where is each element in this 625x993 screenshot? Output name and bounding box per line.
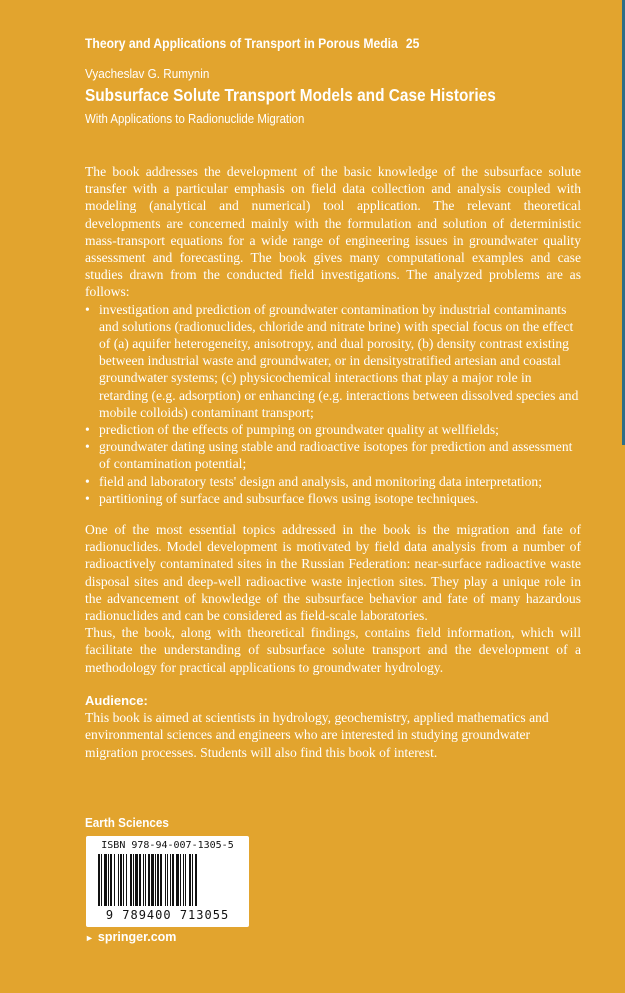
barcode-bar [110, 854, 112, 906]
barcode-bar [189, 854, 191, 906]
barcode-bar [180, 854, 181, 906]
barcode-bar [151, 854, 154, 906]
barcode-bar [98, 854, 100, 906]
series-name: Theory and Applications of Transport in Porous Media [85, 36, 398, 51]
isbn-text: ISBN 978-94-007-1305-5 [101, 840, 234, 851]
series-title [85, 36, 419, 51]
barcode-bar [195, 854, 197, 906]
barcode-bar [157, 854, 159, 906]
barcode-bar [135, 854, 138, 906]
barcode-bar [148, 854, 150, 906]
publisher-link[interactable] [85, 930, 176, 944]
barcode-bar [165, 854, 166, 906]
conclusion-paragraph: Thus, the book, along with theoretical findings, contains field information, which will facilitate the understanding of subsurface solute transport and the development of a methodology for practical applications to groundwater hydrology. [85, 625, 581, 675]
barcode-bar [183, 854, 184, 906]
barcode-bar [160, 854, 162, 906]
ean-digits: 9 789400 713055 [105, 908, 230, 922]
barcode-bar [167, 854, 168, 906]
barcode-bar [123, 854, 124, 906]
barcode-bar [120, 854, 122, 906]
list-item: • groundwater dating using stable and radioactive isotopes for prediction and assessment of contamination potential; [85, 438, 581, 472]
list-item: • field and laboratory tests' design and analysis, and monitoring data interpretation; [85, 473, 581, 490]
list-item: • prediction of the effects of pumping on groundwater quality at wellfields; [85, 421, 581, 438]
list-item: • partitioning of surface and subsurface flows using isotope techniques. [85, 490, 581, 507]
barcode-box [86, 836, 249, 927]
description [85, 163, 581, 761]
audience-heading: Audience: [85, 692, 148, 708]
book-title: Subsurface Solute Transport Models and Case Histories [85, 85, 496, 105]
barcode-bar [104, 854, 107, 906]
barcode-bar [130, 854, 132, 906]
barcode-bar [176, 854, 179, 906]
barcode-bar [185, 854, 186, 906]
barcode-bar [133, 854, 134, 906]
barcode-bar [108, 854, 109, 906]
barcode-bar [145, 854, 146, 906]
barcode-bar [192, 854, 193, 906]
subject-category: Earth Sciences [85, 815, 169, 830]
audience-text: This book is aimed at scientists in hydrology, geochemistry, applied mathematics and environmental sciences and engineers who are interested in studying groundwater migration processes. Students will also find this book of interest. [85, 710, 549, 760]
barcode-bar [139, 854, 141, 906]
barcode-bar [114, 854, 115, 906]
barcode-bar [172, 854, 174, 906]
barcode-bar [126, 854, 127, 906]
series-number: 25 [405, 36, 420, 51]
publisher-url: springer.com [97, 930, 177, 944]
list-item: • investigation and prediction of groundwater contamination by industrial contaminants and solutions (radionuclides, chloride and nitrate brine) with special focus on the effect of (a) aquifer heterogeneity, anisotropy, and dual porosity, (b) density contrast existing between industrial waste and groundwater, or in densitystratified artesian and coastal groundwater systems; (c) physicochemical interactions that play a major role in retarding (e.g. adsorption) or enhancing (e.g. interactions between dissolved species and mobile colloids) contaminant transport; [85, 301, 581, 421]
barcode-bar [143, 854, 144, 906]
intro-paragraph: The book addresses the development of the basic knowledge of the subsurface solute transfer with a particular emphasis on field data collection and analysis coupled with modeling (analytical and numerical) tool application. The relevant theoretical developments are concerned mainly with the formulation and solution of deterministic mass-transport equations for a wide range of engineering issues in groundwater quality assessment and forecasting. The book gives many computational examples and case studies drawn from the conducted field investigations. The analyzed problems are as follows: [85, 164, 581, 300]
author-name: Vyacheslav G. Rumynin [85, 66, 210, 81]
radionuclides-paragraph: One of the most essential topics addressed in the book is the migration and fate of radionuclides. Model development is motivated by field data analysis from a number of radioactively contaminated sites in the Russian Federation: near-surface radioactive waste disposal sites and deep-well radioactive waste injection sites. They play a unique role in the advancement of knowledge of the subsurface behavior and fate of many hazardous radionuclides and can be considered as field-scale laboratories. [85, 522, 581, 624]
barcode-bar [170, 854, 171, 906]
barcode-bar [101, 854, 102, 906]
problems-list [85, 301, 581, 507]
book-subtitle: With Applications to Radionuclide Migration [85, 111, 305, 126]
barcode-bar [155, 854, 156, 906]
barcode-bar [118, 854, 119, 906]
barcode-bars [98, 854, 237, 906]
arrow-icon: ► [85, 933, 94, 943]
